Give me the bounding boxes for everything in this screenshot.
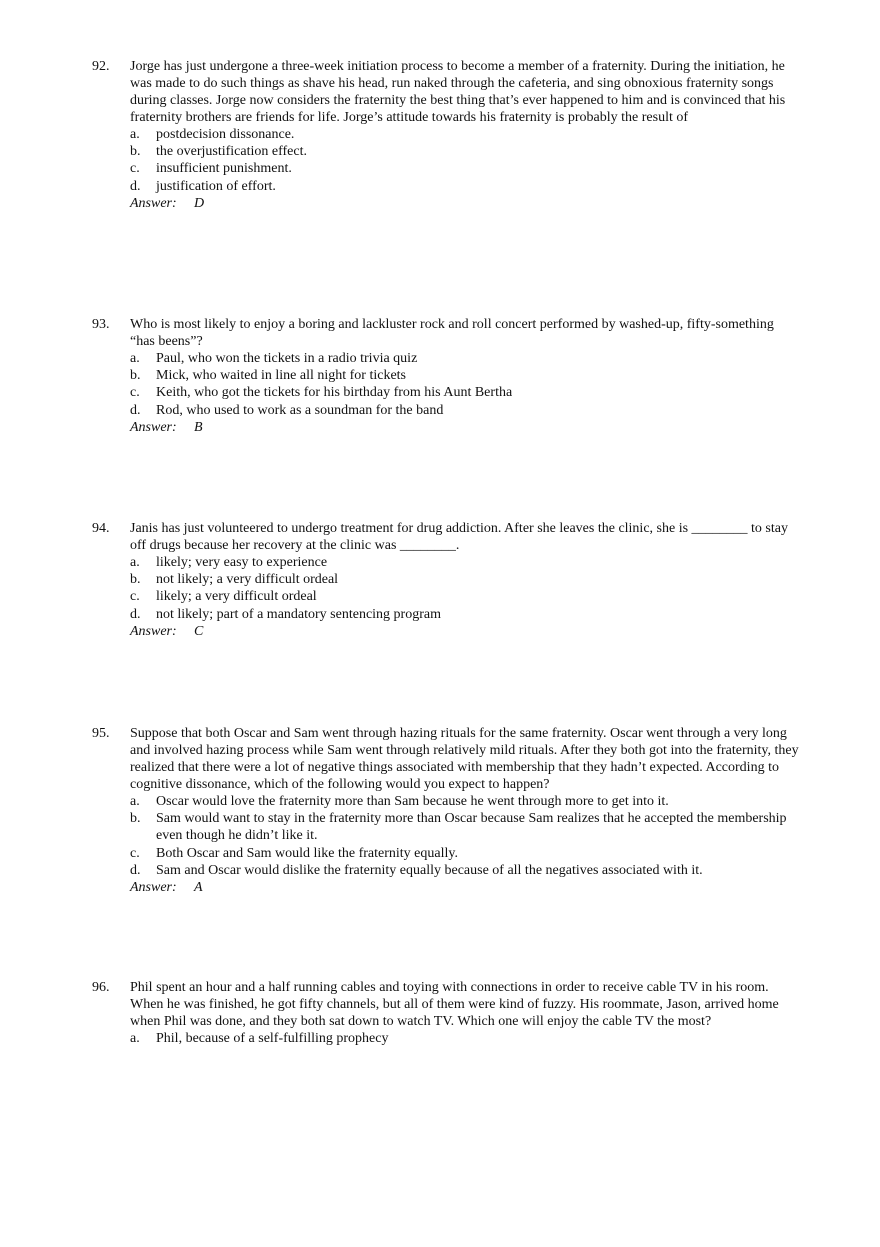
option-d — [130, 606, 802, 623]
answer-value: B — [194, 419, 203, 435]
option-text: the overjustification effect. — [156, 144, 307, 160]
options-list — [130, 350, 802, 419]
option-b — [130, 810, 802, 844]
option-letter: b. — [130, 811, 141, 827]
answer-value: D — [194, 195, 205, 211]
option-a — [130, 554, 802, 571]
answer-value: A — [194, 880, 203, 896]
answer-value: C — [194, 623, 204, 639]
answer-line — [130, 623, 802, 640]
options-list — [130, 554, 802, 623]
option-text: not likely; part of a mandatory sentencing program — [156, 606, 441, 622]
option-text: Oscar would love the fraternity more than Sam because he went through more to get into it. — [156, 794, 669, 809]
option-letter: b. — [130, 572, 141, 588]
question-stem: Suppose that both Oscar and Sam went through hazing rituals for the same fraternity. Oscar went through a very long and involved hazing process while Sam went through relatively mild rituals. After they both got into the fraternity, they realized that there were a lot of negative things associated with membership that they hadn’t expected. According to cognitive dissonance, which of the following would you expect to happen? — [130, 726, 799, 792]
option-letter: d. — [130, 402, 141, 418]
option-d — [130, 862, 802, 879]
option-a — [130, 793, 802, 810]
option-text: likely; very easy to experience — [156, 555, 328, 570]
question-number: 93. — [92, 317, 110, 332]
answer-label: Answer: — [130, 195, 177, 211]
question-95 — [92, 725, 802, 896]
options-list — [130, 1030, 802, 1047]
option-c — [130, 160, 802, 177]
option-letter: a. — [130, 794, 140, 809]
question-number: 95. — [92, 726, 110, 741]
option-text: Keith, who got the tickets for his birthday from his Aunt Bertha — [156, 385, 513, 401]
option-d — [130, 402, 802, 419]
option-text: Sam and Oscar would dislike the fraternity equally because of all the negatives associated with it. — [156, 862, 703, 878]
option-letter: a. — [130, 555, 140, 570]
option-b — [130, 143, 802, 160]
option-b — [130, 367, 802, 384]
option-letter: d. — [130, 178, 141, 194]
options-list — [130, 126, 802, 195]
option-d — [130, 178, 802, 195]
option-letter: a. — [130, 1031, 140, 1046]
answer-label: Answer: — [130, 419, 177, 435]
option-letter: b. — [130, 368, 141, 384]
option-b — [130, 571, 802, 588]
option-text: Both Oscar and Sam would like the fraternity equally. — [156, 845, 458, 861]
option-text: justification of effort. — [156, 178, 276, 194]
option-text: Rod, who used to work as a soundman for the band — [156, 402, 444, 418]
option-letter: c. — [130, 385, 140, 401]
question-96 — [92, 979, 802, 1047]
option-c — [130, 588, 802, 605]
option-letter: c. — [130, 161, 140, 177]
option-letter: d. — [130, 606, 141, 622]
answer-line — [130, 419, 802, 436]
option-letter: d. — [130, 862, 141, 878]
question-number: 96. — [92, 980, 110, 995]
question-93 — [92, 316, 802, 436]
option-text: insufficient punishment. — [156, 161, 292, 177]
question-92 — [92, 58, 802, 212]
answer-label: Answer: — [130, 623, 177, 639]
option-letter: c. — [130, 845, 140, 861]
options-list — [130, 793, 802, 879]
option-a — [130, 126, 802, 143]
option-text: Phil, because of a self-fulfilling prophecy — [156, 1031, 389, 1046]
question-number: 92. — [92, 59, 110, 74]
option-text: Sam would want to stay in the fraternity more than Oscar because Sam realizes that he accepted the membership even though he didn’t like it. — [156, 811, 787, 844]
option-c — [130, 845, 802, 862]
option-text: not likely; a very difficult ordeal — [156, 572, 339, 588]
question-stem: Who is most likely to enjoy a boring and lackluster rock and roll concert performed by washed-up, fifty-something “has beens”? — [130, 317, 774, 349]
question-94 — [92, 520, 802, 640]
option-text: Paul, who won the tickets in a radio trivia quiz — [156, 351, 418, 366]
option-text: postdecision dissonance. — [156, 127, 295, 142]
option-text: likely; a very difficult ordeal — [156, 589, 317, 605]
question-stem: Phil spent an hour and a half running cables and toying with connections in order to receive cable TV in his room. When he was finished, he got fifty channels, but all of them were kind of fuzzy. His roommate, Jason, arrived home when Phil was done, and they both sat down to watch TV. Which one will enjoy the cable TV the most? — [130, 980, 779, 1029]
answer-label: Answer: — [130, 880, 177, 896]
question-number: 94. — [92, 521, 110, 536]
question-stem: Jorge has just undergone a three-week initiation process to become a member of a fraternity. During the initiation, he was made to do such things as shave his head, run naked through the cafeteria, and sing obnoxious fraternity songs during classes. Jorge now considers the fraternity the best thing that’s ever happened to him and is convinced that his fraternity brothers are friends for life. Jorge’s attitude towards his fraternity is probably the result of — [130, 59, 786, 125]
option-letter: a. — [130, 127, 140, 142]
option-a — [130, 1030, 802, 1047]
option-a — [130, 350, 802, 367]
option-letter: c. — [130, 589, 140, 605]
option-letter: b. — [130, 144, 141, 160]
question-stem: Janis has just volunteered to undergo treatment for drug addiction. After she leaves the clinic, she is ________ to stay off drugs because her recovery at the clinic was ________. — [130, 521, 788, 553]
option-text: Mick, who waited in line all night for tickets — [156, 368, 407, 384]
answer-line — [130, 195, 802, 212]
answer-line — [130, 879, 802, 896]
option-c — [130, 384, 802, 401]
option-letter: a. — [130, 351, 140, 366]
